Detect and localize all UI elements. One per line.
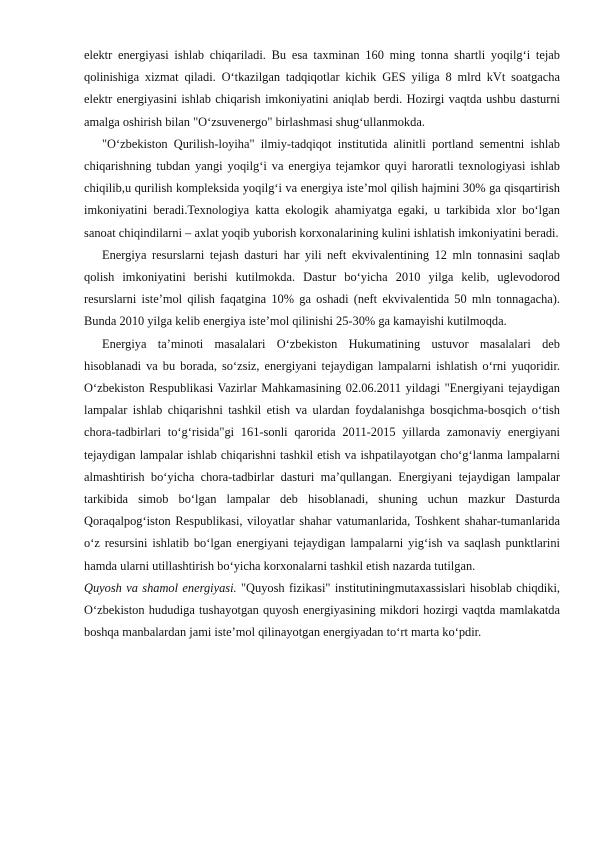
paragraph-5 bbox=[84, 577, 560, 644]
paragraph-5-body: "Quyosh fizikasi" institutiningmutaxassislari hisoblab chiqdiki, O‘zbekiston hududiga tushayotgan quyosh energiyasining mikdori hozirgi vaqtda mamlakatda boshqa manbalardan jami iste’mol qilinayotgan energiyadan to‘rt marta ko‘pdir. bbox=[84, 580, 560, 640]
paragraph-3: Energiya resurslarni tejash dasturi har yili neft ekvivalentining 12 mln tonnasini saqlab qolish imkoniyatini berishi kutilmokda. Dastur bo‘yicha 2010 yilga kelib, uglevodorod resurslarni iste’mol qilish faqatgina 10% ga oshadi (neft ekvivalentida 50 mln tonnagacha). Bunda 2010 yilga kelib energiya iste’mol qilinishi 25-30% ga kamayishi kutilmoqda. bbox=[84, 247, 560, 329]
paragraph-2: "O‘zbekiston Qurilish-loyiha" ilmiy-tadqiqot institutida alinitli portland sementni ishlab chiqarishning tubdan yangi yoqilg‘i va energiya tejamkor quyi haroratli texnologiyasi ishlab chiqilib,u qurilish kompleksida yoqilg‘i va energiya iste’mol qilish hajmini 30% ga qisqartirish imkoniyatini beradi.Texnologiya katta ekologik ahamiyatga egaki, u tarkibida xlor bo‘lgan sanoat chiqindilarni – axlat yoqib yuborish korxonalarining kulini ishlatish imkoniyatini beradi. bbox=[84, 136, 560, 240]
paragraph-4: Energiya ta’minoti masalalari O‘zbekiston Hukumatining ustuvor masalalari deb hisoblanadi va bu borada, so‘zsiz, energiyani tejaydigan lampalarni ishlatish o‘rni yuqoridir. O‘zbekiston Respublikasi Vazirlar Mahkamasining 02.06.2011 yildagi "Energiyani tejaydigan lampalar ishlab chiqarishni tashkil etish va ulardan foydalanishga bosqichma-bosqich o‘tish chora-tadbirlari to‘g‘risida"gi 161-sonli qarorida 2011-2015 yillarda zamonaviy energiyani tejaydigan lampalar ishlab chiqarishni tashkil etish va ishpatilayotgan cho‘g‘lanma lampalarni almashtirish bo‘yicha chora-tadbirlar dasturi ma’qullangan. Energiyani tejaydigan lampalar tarkibida simob bo‘lgan lampalar deb hisoblanadi, shuning uchun mazkur Dasturda Qoraqalpog‘iston Respublikasi, viloyatlar shahar vatumanlarida, Toshkent shahar-tumanlarida o‘z resursini ishlatib bo‘lgan energiyani tejaydigan lampalarni yig‘ish va saqlash punktlarini hamda ularni utillashtirish bo‘yicha korxonalarni tashkil etish nazarda tutilgan. bbox=[84, 336, 560, 573]
paragraph-1: elektr energiyasi ishlab chiqariladi. Bu esa taxminan 160 ming tonna shartli yoqilg‘i tejab qolinishiga xizmat qiladi. O‘tkazilgan tadqiqotlar kichik GES yiliga 8 mlrd kVt soatgacha elektr energiyasini ishlab chiqarish imkoniyatini aniqlab berdi. Hozirgi vaqtda ushbu dasturni amalga oshirish bilan "O‘zsuvenergo" birlashmasi shug‘ullanmokda. bbox=[84, 48, 560, 129]
document-page bbox=[84, 44, 560, 643]
section-lead-title: Quyosh va shamol energiyasi. bbox=[84, 580, 237, 595]
